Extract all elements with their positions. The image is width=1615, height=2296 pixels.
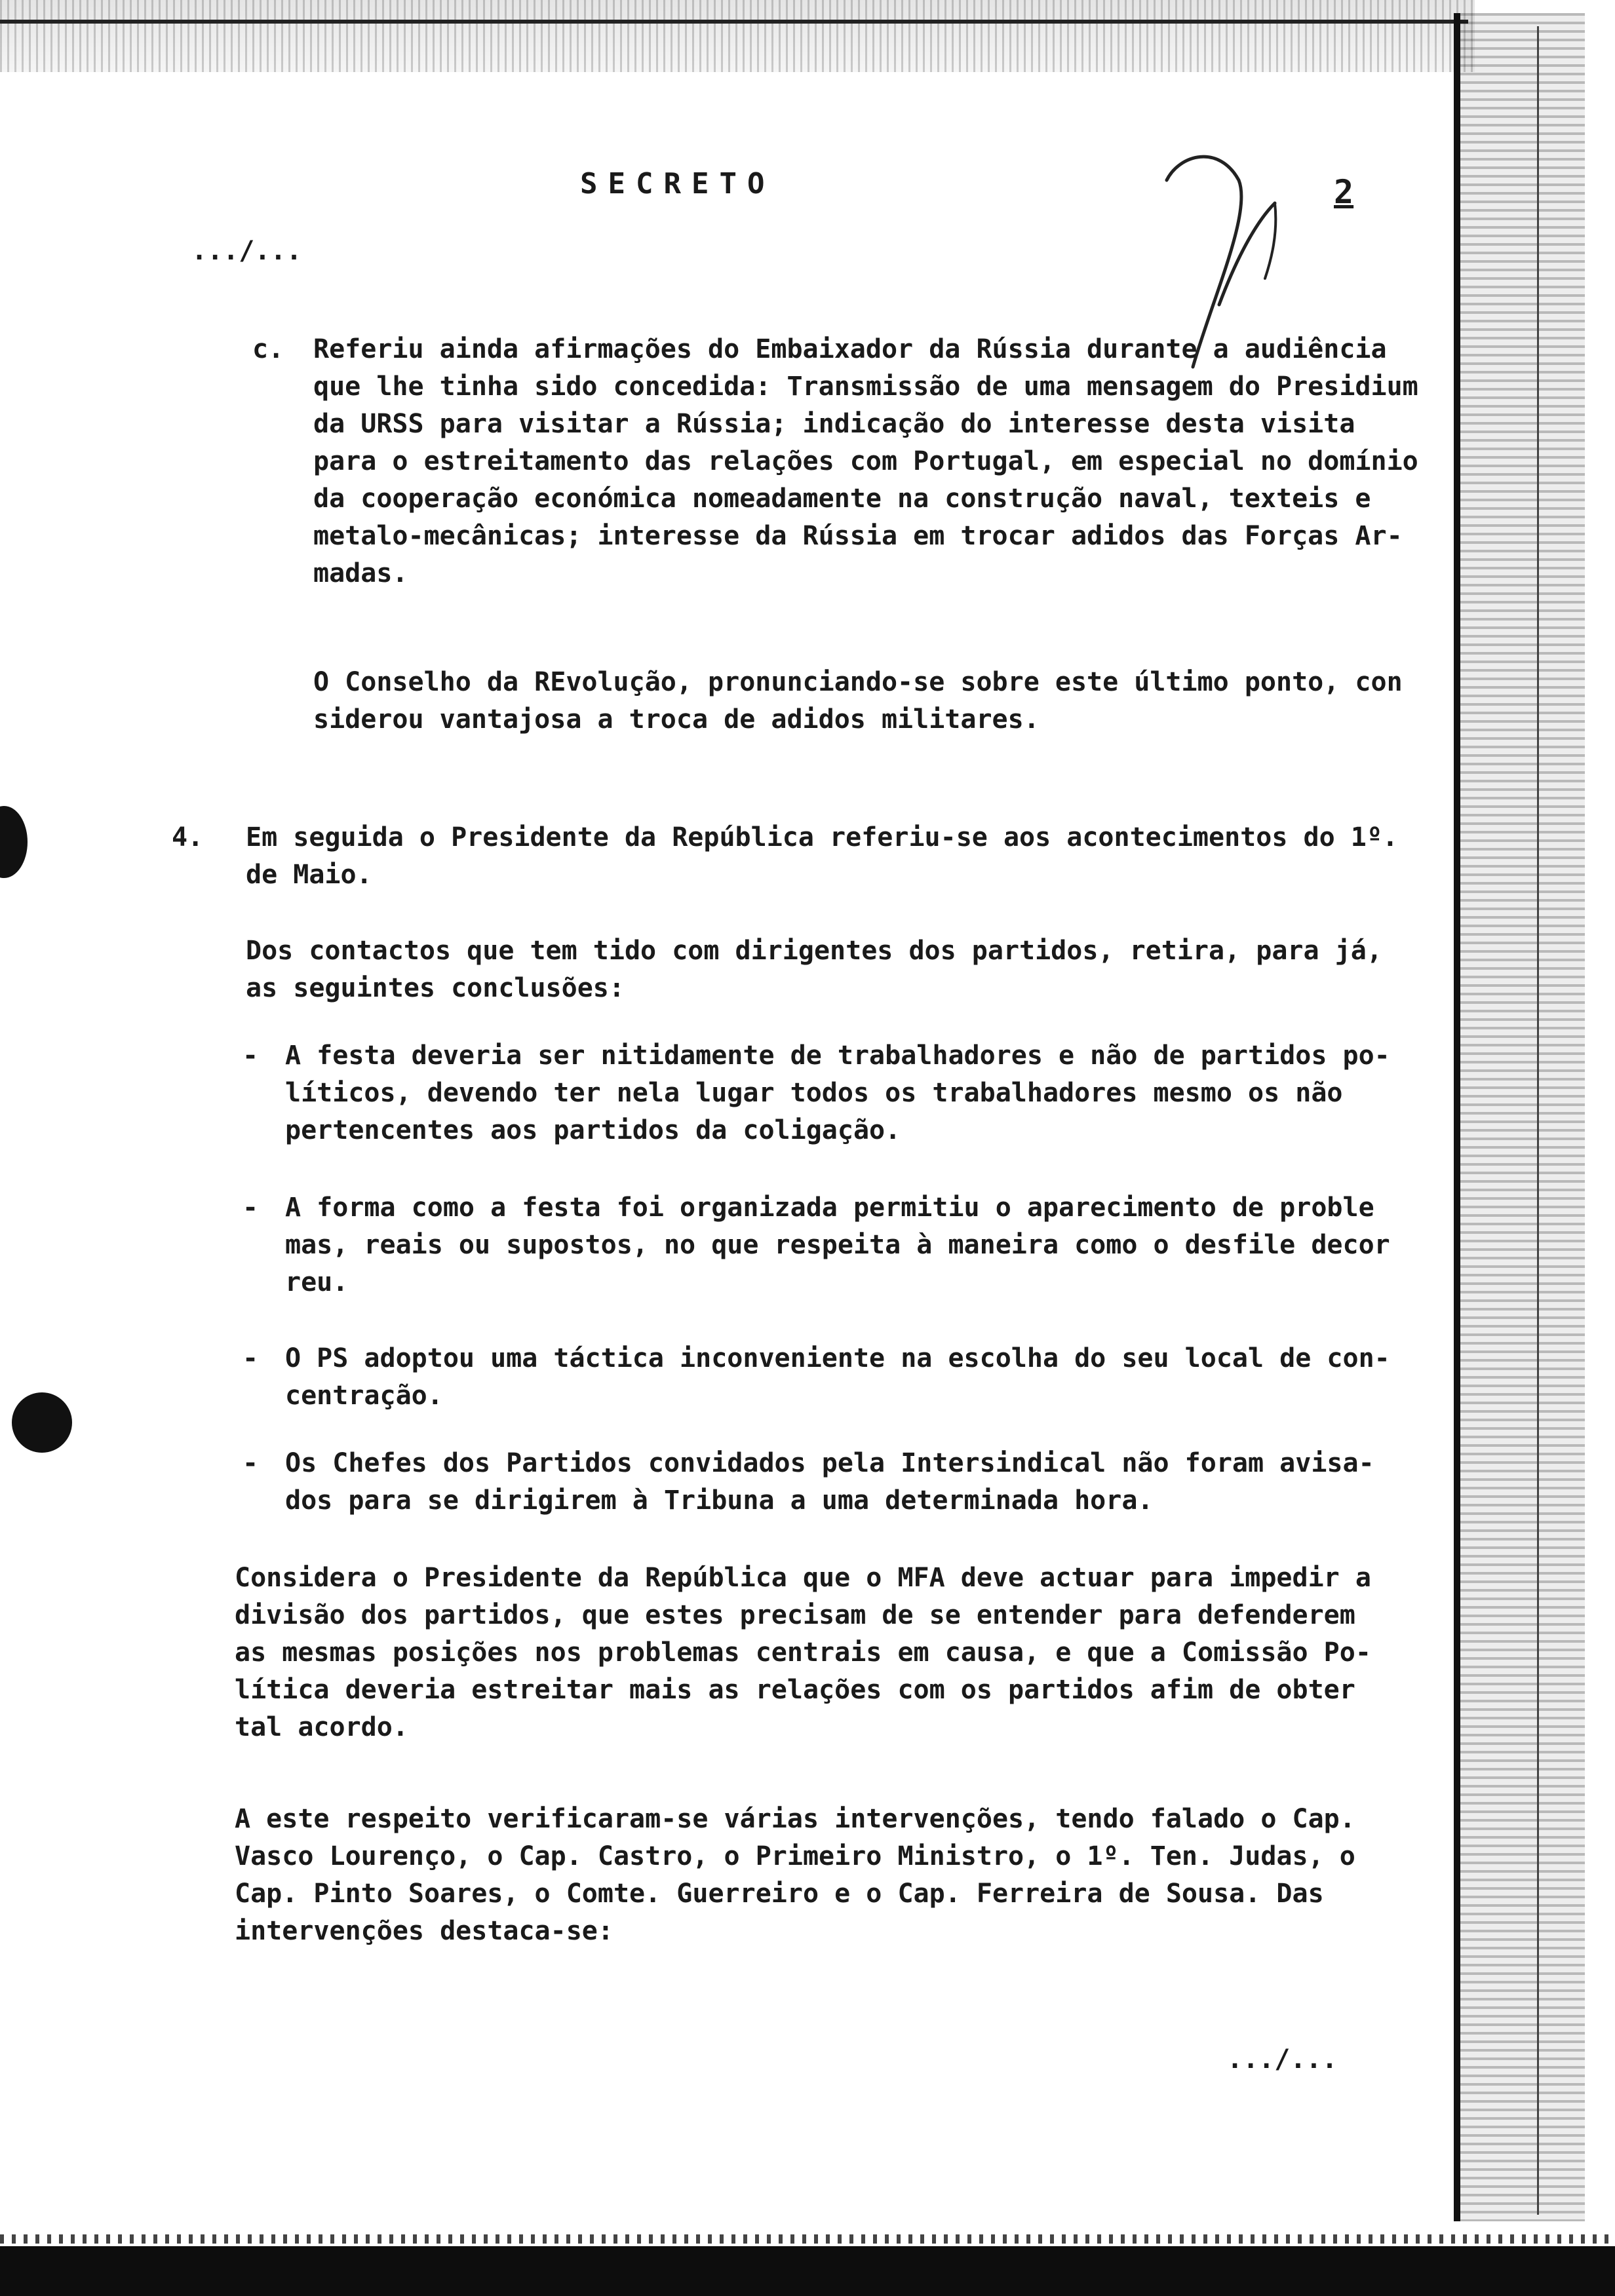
text-line: intervenções destaca-se:: [235, 1916, 613, 1946]
bullet-dash: -: [243, 1343, 259, 1373]
text-line: líticos, devendo ter nela lugar todos os trabalhadores mesmo os não: [285, 1078, 1343, 1108]
scan-top-edge: [0, 0, 1475, 72]
item-c-paragraph: [313, 331, 1418, 592]
item-c-marker: c.: [252, 334, 284, 364]
item-4-marker: 4.: [172, 822, 204, 852]
text-line: madas.: [313, 558, 408, 588]
text-line: de Maio.: [246, 860, 372, 890]
president-position-paragraph: [235, 1559, 1371, 1746]
text-line: lítica deveria estreitar mais as relações com os partidos afim de obter: [235, 1675, 1355, 1705]
scan-right-edge: [1454, 13, 1585, 2221]
text-line: metalo-mecânicas; interesse da Rússia em trocar adidos das Forças Ar-: [313, 521, 1403, 551]
text-line: da cooperação económica nomeadamente na construção naval, texteis e: [313, 484, 1371, 514]
text-line: as mesmas posições nos problemas centrais em causa, e que a Comissão Po-: [235, 1637, 1371, 1668]
text-line: siderou vantajosa a troca de adidos militares.: [313, 704, 1040, 735]
item-4-intro: [246, 819, 1398, 894]
contacts-paragraph: [246, 932, 1382, 1007]
text-line: centração.: [285, 1381, 443, 1411]
text-line: Dos contactos que tem tido com dirigentes dos partidos, retira, para já,: [246, 936, 1382, 966]
scan-bottom-noise: [0, 2234, 1615, 2244]
text-line: mas, reais ou supostos, no que respeita à maneira como o desfile decor: [285, 1230, 1390, 1260]
text-line: divisão dos partidos, que estes precisam de se entender para defenderem: [235, 1600, 1355, 1630]
bullet-item: [285, 1189, 1390, 1301]
scan-top-line: [0, 20, 1468, 24]
scan-right-line: [1537, 26, 1539, 2215]
punch-hole-upper: [0, 806, 28, 878]
classification-label: SECRETO: [580, 167, 775, 201]
text-line: O Conselho da REvolução, pronunciando-se sobre este último ponto, con: [313, 667, 1403, 697]
text-line: Em seguida o Presidente da República referiu-se aos acontecimentos do 1º.: [246, 822, 1398, 852]
text-line: pertencentes aos partidos da coligação.: [285, 1115, 901, 1145]
text-line: A festa deveria ser nitidamente de trabalhadores e não de partidos po-: [285, 1041, 1390, 1071]
continues-marker: .../...: [1227, 2044, 1338, 2075]
scan-bottom-edge: [0, 2246, 1615, 2296]
interventions-paragraph: [235, 1801, 1362, 1950]
continued-from-marker: .../...: [191, 236, 302, 266]
bullet-dash: -: [243, 1448, 259, 1478]
punch-hole-lower: [12, 1392, 72, 1453]
text-line: tal acordo.: [235, 1712, 408, 1742]
bullet-item: [285, 1037, 1390, 1149]
text-line: Vasco Lourenço, o Cap. Castro, o Primeiro Ministro, o 1º. Ten. Judas, o: [235, 1841, 1355, 1871]
text-line: Considera o Presidente da República que o MFA deve actuar para impedir a: [235, 1563, 1371, 1593]
text-line: da URSS para visitar a Rússia; indicação do interesse desta visita: [313, 409, 1355, 439]
bullet-item: [285, 1340, 1390, 1415]
text-line: O PS adoptou uma táctica inconveniente na escolha do seu local de con-: [285, 1343, 1390, 1373]
text-line: Os Chefes dos Partidos convidados pela Intersindical não foram avisa-: [285, 1448, 1374, 1478]
bullet-dash: -: [243, 1041, 259, 1071]
text-line: reu.: [285, 1267, 349, 1297]
text-line: dos para se dirigirem à Tribuna a uma determinada hora.: [285, 1485, 1154, 1516]
text-line: Referiu ainda afirmações do Embaixador da Rússia durante a audiência: [313, 334, 1387, 364]
council-conclusion-paragraph: [313, 664, 1403, 738]
text-line: Cap. Pinto Soares, o Comte. Guerreiro e o Cap. Ferreira de Sousa. Das: [235, 1879, 1324, 1909]
text-line: para o estreitamento das relações com Portugal, em especial no domínio: [313, 446, 1418, 476]
bullet-item: [285, 1445, 1374, 1520]
text-line: que lhe tinha sido concedida: Transmissão de uma mensagem do Presidium: [313, 372, 1418, 402]
text-line: A este respeito verificaram-se várias intervenções, tendo falado o Cap.: [235, 1804, 1355, 1834]
text-line: A forma como a festa foi organizada permitiu o aparecimento de proble: [285, 1193, 1374, 1223]
page-number: 2: [1334, 173, 1354, 211]
bullet-dash: -: [243, 1193, 259, 1223]
text-line: as seguintes conclusões:: [246, 973, 625, 1003]
